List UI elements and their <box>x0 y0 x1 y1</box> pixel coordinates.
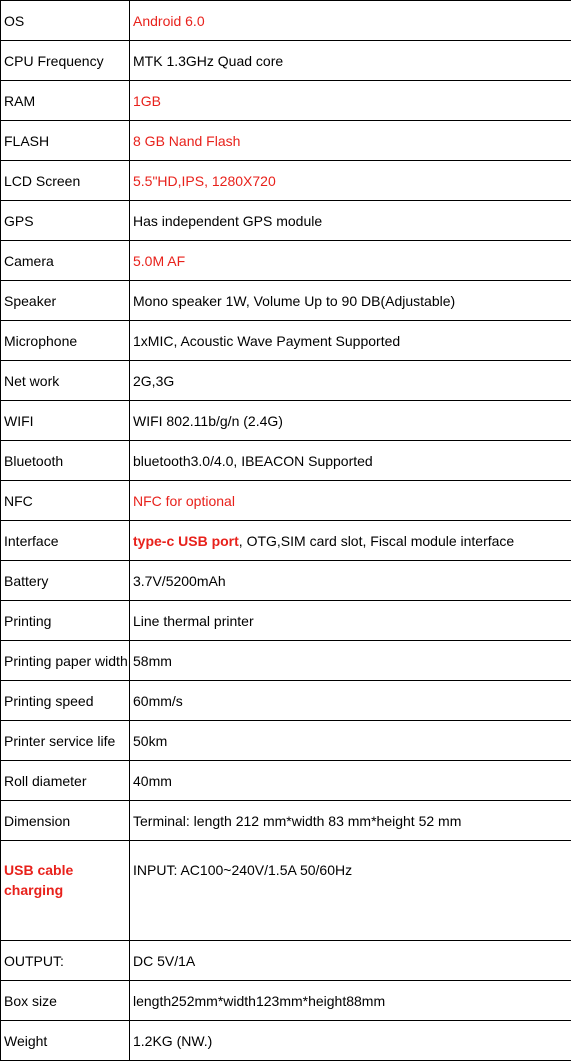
spec-value: 58mm <box>130 641 571 681</box>
spec-value-interface <box>130 521 571 561</box>
spec-value: INPUT: AC100~240V/1.5A 50/60Hz <box>130 841 571 941</box>
table-row <box>1 801 571 841</box>
spec-label: Printing speed <box>1 681 130 721</box>
table-row <box>1 761 571 801</box>
spec-label: CPU Frequency <box>1 41 130 81</box>
table-row <box>1 1 571 41</box>
spec-label: Bluetooth <box>1 441 130 481</box>
spec-value: Line thermal printer <box>130 601 571 641</box>
spec-label: FLASH <box>1 121 130 161</box>
spec-label: Net work <box>1 361 130 401</box>
spec-label: Camera <box>1 241 130 281</box>
spec-label: Weight <box>1 1021 130 1061</box>
spec-value: NFC for optional <box>130 481 571 521</box>
table-row <box>1 481 571 521</box>
spec-value: Mono speaker 1W, Volume Up to 90 DB(Adjustable) <box>130 281 571 321</box>
spec-value-highlight: type-c USB port <box>133 533 239 549</box>
table-row <box>1 601 571 641</box>
table-row <box>1 941 571 981</box>
table-row <box>1 981 571 1021</box>
spec-label: RAM <box>1 81 130 121</box>
table-row <box>1 561 571 601</box>
table-row <box>1 241 571 281</box>
spec-value-rest: , OTG,SIM card slot, Fiscal module interface <box>239 533 514 549</box>
spec-value: WIFI 802.11b/g/n (2.4G) <box>130 401 571 441</box>
spec-value: 8 GB Nand Flash <box>130 121 571 161</box>
table-row <box>1 841 571 941</box>
spec-value: MTK 1.3GHz Quad core <box>130 41 571 81</box>
spec-value: 1.2KG (NW.) <box>130 1021 571 1061</box>
spec-label: Printer service life <box>1 721 130 761</box>
spec-value: 3.7V/5200mAh <box>130 561 571 601</box>
spec-label: Speaker <box>1 281 130 321</box>
spec-value: bluetooth3.0/4.0, IBEACON Supported <box>130 441 571 481</box>
spec-label: OUTPUT: <box>1 941 130 981</box>
spec-label: Interface <box>1 521 130 561</box>
spec-value: 5.5"HD,IPS, 1280X720 <box>130 161 571 201</box>
spec-label: Microphone <box>1 321 130 361</box>
spec-label: OS <box>1 1 130 41</box>
table-row <box>1 41 571 81</box>
spec-label: Box size <box>1 981 130 1021</box>
table-row <box>1 121 571 161</box>
spec-label: GPS <box>1 201 130 241</box>
table-row <box>1 281 571 321</box>
spec-value: Has independent GPS module <box>130 201 571 241</box>
spec-value: 5.0M AF <box>130 241 571 281</box>
spec-value: 60mm/s <box>130 681 571 721</box>
table-row <box>1 361 571 401</box>
table-row <box>1 401 571 441</box>
spec-label: USB cable charging <box>1 841 130 941</box>
table-row <box>1 81 571 121</box>
table-row <box>1 521 571 561</box>
spec-label: Printing <box>1 601 130 641</box>
spec-value: 2G,3G <box>130 361 571 401</box>
spec-label: WIFI <box>1 401 130 441</box>
spec-value: 50km <box>130 721 571 761</box>
spec-value: length252mm*width123mm*height88mm <box>130 981 571 1021</box>
spec-label: Printing paper width <box>1 641 130 681</box>
spec-label: NFC <box>1 481 130 521</box>
table-row <box>1 721 571 761</box>
spec-label: Dimension <box>1 801 130 841</box>
table-row <box>1 161 571 201</box>
table-row <box>1 441 571 481</box>
table-row <box>1 201 571 241</box>
table-row <box>1 681 571 721</box>
spec-label: LCD Screen <box>1 161 130 201</box>
spec-value: Terminal: length 212 mm*width 83 mm*height 52 mm <box>130 801 571 841</box>
spec-value: DC 5V/1A <box>130 941 571 981</box>
spec-label: Roll diameter <box>1 761 130 801</box>
table-row <box>1 641 571 681</box>
spec-value: Android 6.0 <box>130 1 571 41</box>
spec-label: Battery <box>1 561 130 601</box>
spec-value: 40mm <box>130 761 571 801</box>
spec-value: 1GB <box>130 81 571 121</box>
spec-value: 1xMIC, Acoustic Wave Payment Supported <box>130 321 571 361</box>
table-row <box>1 321 571 361</box>
